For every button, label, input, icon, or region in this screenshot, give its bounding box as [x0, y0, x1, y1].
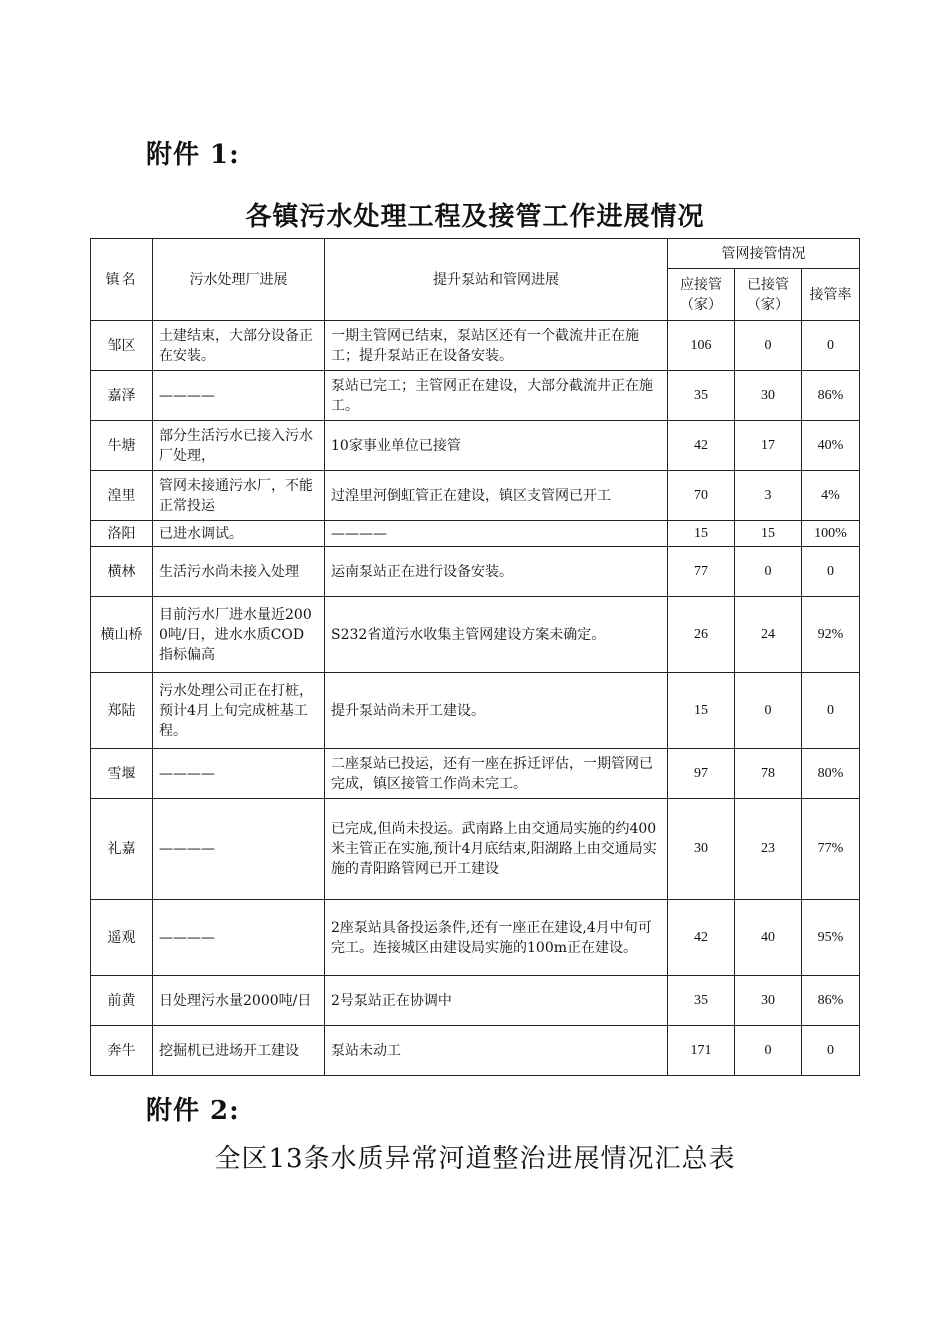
cell-rate: 77%: [802, 799, 860, 900]
table-row: [91, 900, 860, 976]
header-group: 管网接管情况: [668, 239, 860, 269]
table-row: [91, 547, 860, 597]
cell-should: 70: [668, 471, 735, 521]
cell-should: 106: [668, 321, 735, 371]
attachment-1-label: 附件 1:: [146, 140, 240, 170]
cell-town: 邹区: [91, 321, 153, 371]
table-row: [91, 371, 860, 421]
table-row: [91, 321, 860, 371]
cell-should: 35: [668, 976, 735, 1026]
cell-pump: 10家事业单位已接管: [325, 421, 668, 471]
table-row: [91, 799, 860, 900]
cell-town: 牛塘: [91, 421, 153, 471]
cell-done: 40: [735, 900, 802, 976]
cell-rate: 0: [802, 1026, 860, 1076]
cell-plant: 目前污水厂进水量近2000吨/日，进水水质COD指标偏高: [153, 597, 325, 673]
cell-should: 171: [668, 1026, 735, 1076]
cell-done: 30: [735, 976, 802, 1026]
cell-rate: 86%: [802, 371, 860, 421]
cell-done: 0: [735, 1026, 802, 1076]
cell-town: 奔牛: [91, 1026, 153, 1076]
cell-rate: 4%: [802, 471, 860, 521]
cell-town: 嘉泽: [91, 371, 153, 421]
cell-plant: ————: [153, 371, 325, 421]
table-row: [91, 521, 860, 547]
cell-pump: 二座泵站已投运，还有一座在拆迁评估，一期管网已完成，镇区接管工作尚未完工。: [325, 749, 668, 799]
table-2-title: 全区13条水质异常河道整治进展情况汇总表: [214, 1144, 736, 1174]
header-done: 已接管（家）: [735, 269, 802, 321]
cell-rate: 86%: [802, 976, 860, 1026]
cell-town: 礼嘉: [91, 799, 153, 900]
cell-should: 30: [668, 799, 735, 900]
table-row: [91, 597, 860, 673]
cell-done: 17: [735, 421, 802, 471]
table-row: [91, 421, 860, 471]
cell-pump: S232省道污水收集主管网建设方案未确定。: [325, 597, 668, 673]
cell-pump: 提升泵站尚未开工建设。: [325, 673, 668, 749]
cell-town: 雪堰: [91, 749, 153, 799]
cell-should: 15: [668, 673, 735, 749]
cell-rate: 100%: [802, 521, 860, 547]
cell-rate: 95%: [802, 900, 860, 976]
table-row: [91, 673, 860, 749]
cell-town: 前黄: [91, 976, 153, 1026]
cell-town: 遥观: [91, 900, 153, 976]
cell-pump: ————: [325, 521, 668, 547]
table-row: [91, 1026, 860, 1076]
cell-should: 97: [668, 749, 735, 799]
header-rate: 接管率: [802, 269, 860, 321]
cell-plant: ————: [153, 749, 325, 799]
cell-plant: ————: [153, 900, 325, 976]
cell-pump: 2座泵站具备投运条件,还有一座正在建设,4月中旬可完工。连接城区由建设局实施的100m正在建设。: [325, 900, 668, 976]
table-row: [91, 749, 860, 799]
cell-plant: ————: [153, 799, 325, 900]
cell-pump: 一期主管网已结束，泵站区还有一个截流井正在施工；提升泵站正在设备安装。: [325, 321, 668, 371]
cell-plant: 已进水调试。: [153, 521, 325, 547]
cell-plant: 部分生活污水已接入污水厂处理，: [153, 421, 325, 471]
cell-town: 横山桥: [91, 597, 153, 673]
cell-should: 35: [668, 371, 735, 421]
cell-pump: 2号泵站正在协调中: [325, 976, 668, 1026]
cell-pump: 过湟里河倒虹管正在建设，镇区支管网已开工: [325, 471, 668, 521]
cell-pump: 运南泵站正在进行设备安装。: [325, 547, 668, 597]
cell-town: 郑陆: [91, 673, 153, 749]
cell-should: 42: [668, 900, 735, 976]
cell-plant: 日处理污水量2000吨/日: [153, 976, 325, 1026]
cell-done: 0: [735, 547, 802, 597]
header-should: 应接管（家）: [668, 269, 735, 321]
cell-town: 湟里: [91, 471, 153, 521]
cell-plant: 生活污水尚未接入处理: [153, 547, 325, 597]
cell-plant: 管网未接通污水厂，不能正常投运: [153, 471, 325, 521]
cell-should: 42: [668, 421, 735, 471]
cell-plant: 挖掘机已进场开工建设: [153, 1026, 325, 1076]
cell-done: 30: [735, 371, 802, 421]
cell-rate: 0: [802, 673, 860, 749]
attachment-2-label: 附件 2:: [146, 1096, 240, 1126]
cell-rate: 80%: [802, 749, 860, 799]
cell-should: 77: [668, 547, 735, 597]
header-pump: 提升泵站和管网进展: [325, 239, 668, 321]
cell-done: 24: [735, 597, 802, 673]
cell-rate: 0: [802, 547, 860, 597]
cell-done: 78: [735, 749, 802, 799]
cell-should: 15: [668, 521, 735, 547]
cell-should: 26: [668, 597, 735, 673]
cell-done: 3: [735, 471, 802, 521]
table-row: [91, 471, 860, 521]
cell-done: 15: [735, 521, 802, 547]
cell-rate: 40%: [802, 421, 860, 471]
cell-pump: 泵站未动工: [325, 1026, 668, 1076]
cell-town: 横林: [91, 547, 153, 597]
table-1-title: 各镇污水处理工程及接管工作进展情况: [245, 202, 705, 232]
progress-table: [90, 238, 860, 1076]
cell-plant: 土建结束，大部分设备正在安装。: [153, 321, 325, 371]
cell-plant: 污水处理公司正在打桩，预计4月上旬完成桩基工程。: [153, 673, 325, 749]
header-plant: 污水处理厂进展: [153, 239, 325, 321]
cell-done: 23: [735, 799, 802, 900]
table-row: [91, 976, 860, 1026]
cell-rate: 92%: [802, 597, 860, 673]
cell-done: 0: [735, 673, 802, 749]
cell-pump: 已完成,但尚未投运。武南路上由交通局实施的约400米主管正在实施,预计4月底结束,阳湖路上由交通局实施的青阳路管网已开工建设: [325, 799, 668, 900]
cell-rate: 0: [802, 321, 860, 371]
cell-done: 0: [735, 321, 802, 371]
header-town: 镇名: [91, 239, 153, 321]
cell-pump: 泵站已完工；主管网正在建设，大部分截流井正在施工。: [325, 371, 668, 421]
cell-town: 洛阳: [91, 521, 153, 547]
